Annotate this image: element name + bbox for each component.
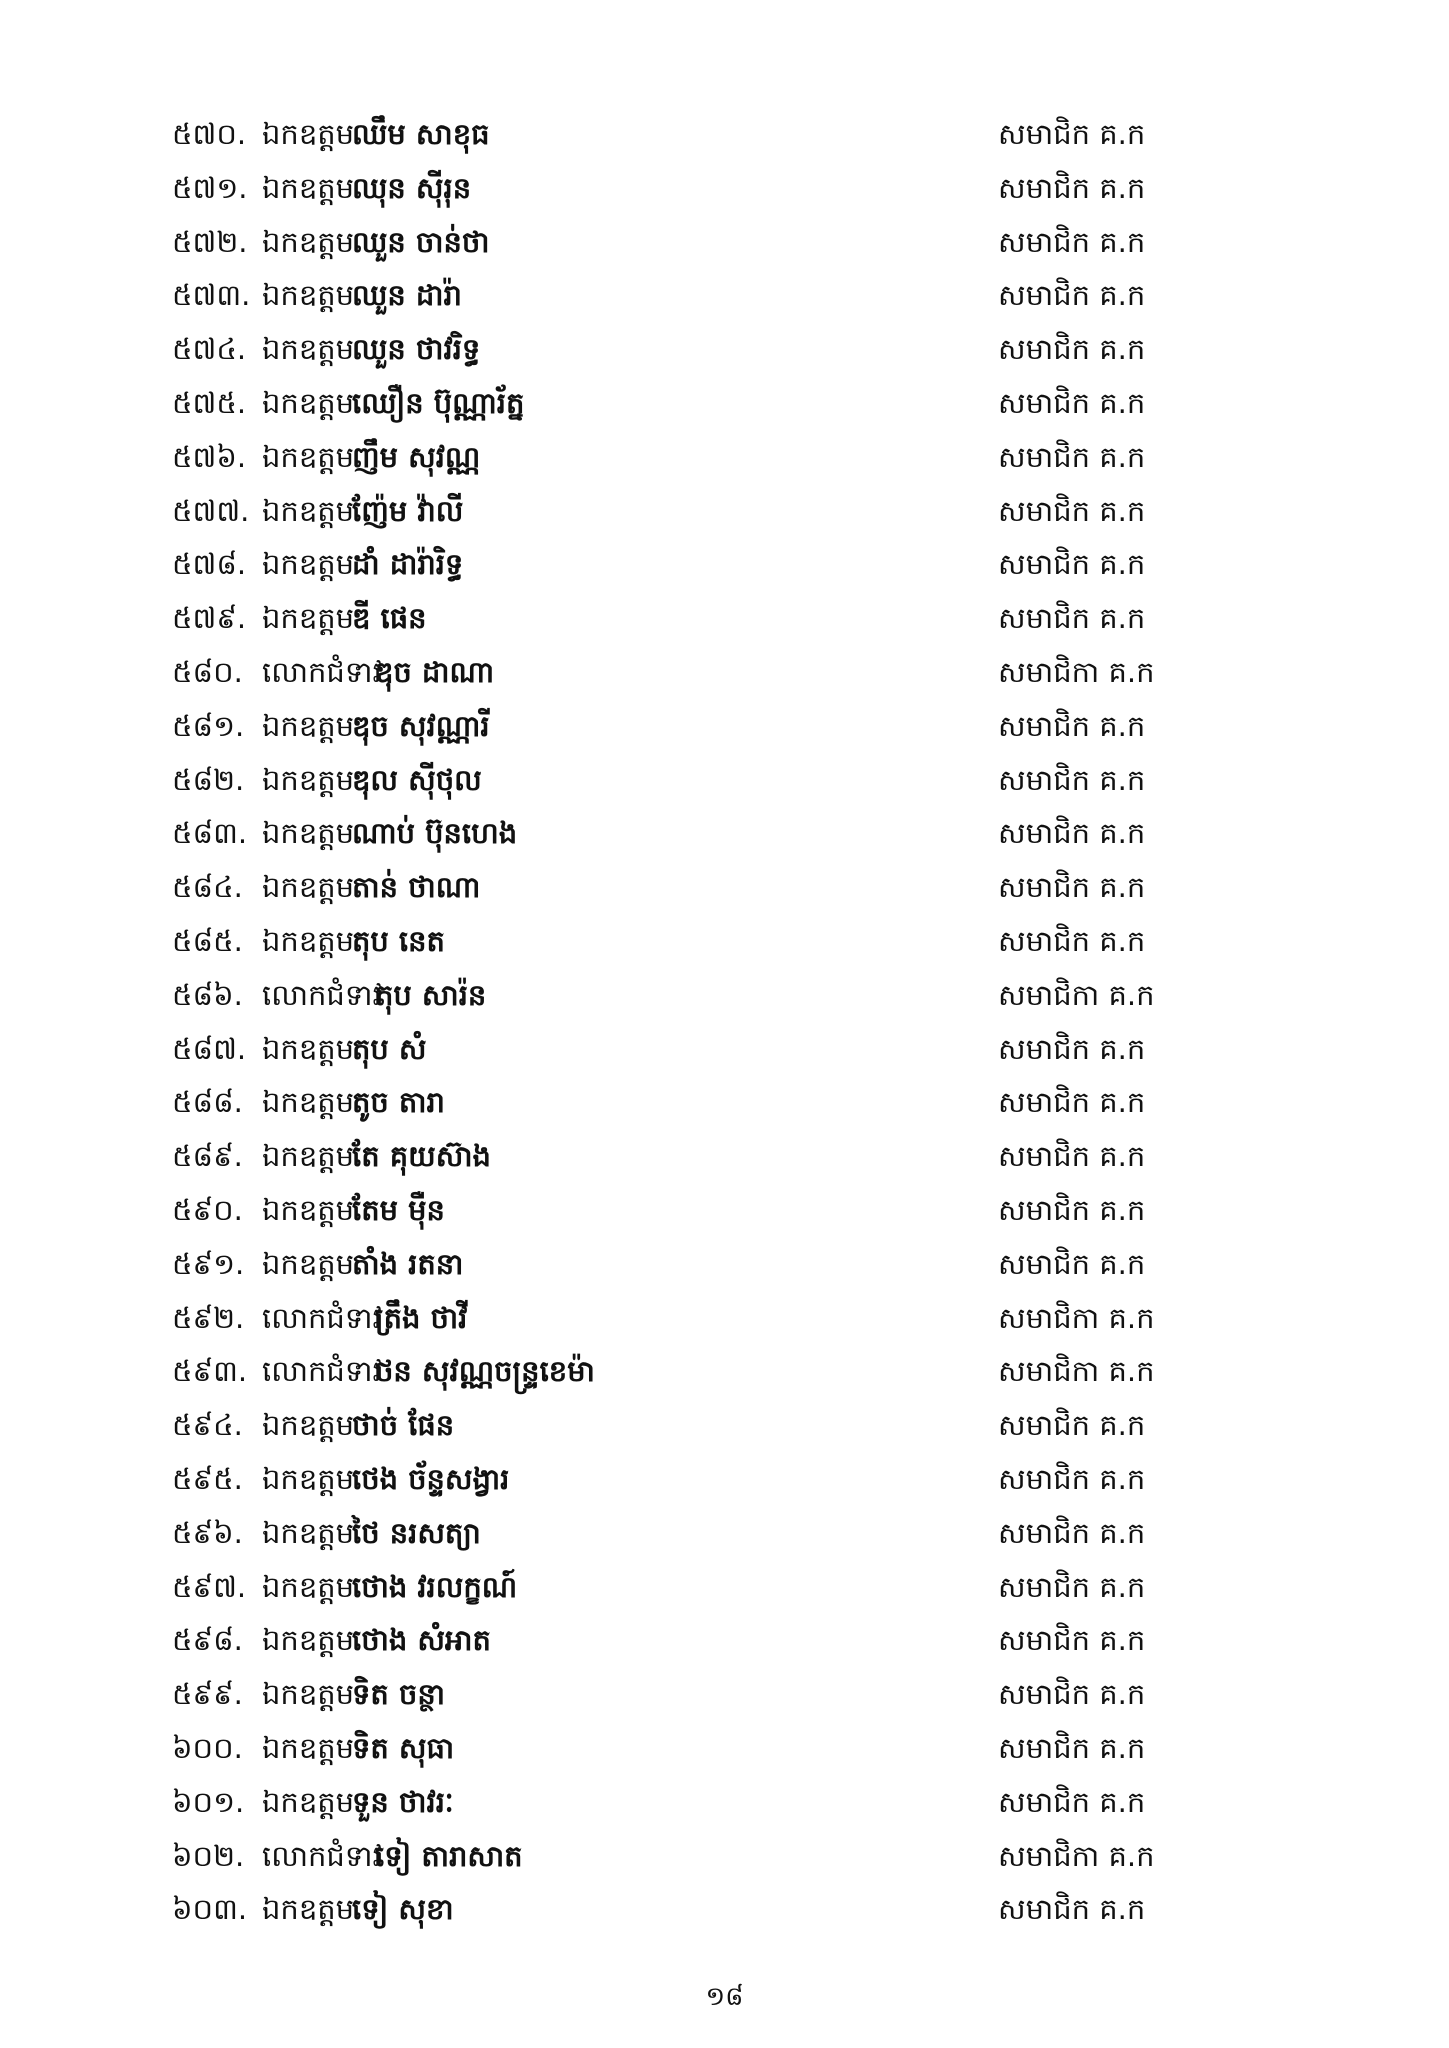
member-role: សមាជិក គ.ក — [998, 547, 1146, 582]
list-item — [0, 431, 1449, 485]
member-role: សមាជិក គ.ក — [998, 1461, 1146, 1496]
member-role: សមាជិក គ.ក — [998, 1677, 1146, 1712]
page-number: ១៨ — [705, 1982, 744, 2012]
honorific: ឯកឧត្តម — [262, 601, 355, 636]
list-item — [0, 162, 1449, 216]
honorific: ឯកឧត្តម — [262, 332, 355, 367]
list-item — [0, 592, 1449, 646]
member-name: តែម ម៉ឺន — [352, 1192, 445, 1227]
member-role: សមាជិក គ.ក — [998, 1784, 1146, 1819]
list-item — [0, 1883, 1449, 1937]
member-name: ត្រឹង ថាវី — [375, 1300, 468, 1335]
member-name: ថោង វរលក្ខណ៍ — [352, 1569, 518, 1604]
honorific: ឯកឧត្តម — [262, 1408, 355, 1443]
item-number: ៥៧៥. — [172, 385, 247, 420]
member-name: តុប នេត — [352, 923, 445, 958]
honorific: លោកជំទាវ — [262, 1838, 382, 1873]
member-role: សមាជិក គ.ក — [998, 1139, 1146, 1174]
list-item — [0, 1023, 1449, 1077]
member-role: សមាជិក គ.ក — [998, 1623, 1146, 1658]
item-number: ៥៨៧. — [172, 1031, 247, 1066]
honorific: ឯកឧត្តម — [262, 170, 355, 205]
item-number: ៥៧២. — [172, 224, 248, 259]
honorific: ឯកឧត្តម — [262, 1192, 355, 1227]
list-item — [0, 1614, 1449, 1668]
list-item — [0, 1776, 1449, 1830]
item-number: ៥៧៤. — [172, 332, 247, 367]
member-role: សមាជិក គ.ក — [998, 601, 1146, 636]
item-number: ៥៧៣. — [172, 278, 251, 313]
member-name: ទិត សុធា — [352, 1730, 455, 1765]
item-number: ៥៨០. — [172, 654, 243, 689]
member-role: សមាជិក គ.ក — [998, 224, 1146, 259]
item-number: ៥៧០. — [172, 117, 247, 151]
member-name: ទួន ថាវរៈ — [352, 1784, 454, 1819]
member-name: ទៀ សុខា — [352, 1892, 454, 1927]
list-item — [0, 1722, 1449, 1776]
member-name: ឈុន ស៊ីរុន — [352, 170, 472, 205]
list-item — [0, 915, 1449, 969]
member-role: សមាជិក គ.ក — [998, 1892, 1146, 1927]
list-item — [0, 108, 1449, 162]
honorific: ឯកឧត្តម — [262, 1892, 355, 1927]
member-name: ញឹម សុវណ្ណ — [352, 439, 481, 474]
honorific: ឯកឧត្តម — [262, 1461, 355, 1496]
member-name: ឈួន ថាវរិទ្ធ — [352, 332, 481, 367]
item-number: ៥៩២. — [172, 1300, 245, 1335]
member-role: សមាជិក គ.ក — [998, 762, 1146, 797]
member-role: សមាជិក គ.ក — [998, 385, 1146, 420]
member-role: សមាជិក គ.ក — [998, 117, 1146, 151]
item-number: ៥៨១. — [172, 708, 245, 743]
list-item — [0, 754, 1449, 808]
honorific: ឯកឧត្តម — [262, 1139, 355, 1174]
honorific: លោកជំទាវ — [262, 654, 382, 689]
item-number: ៥៨២. — [172, 762, 245, 797]
honorific: ឯកឧត្តម — [262, 708, 355, 743]
item-number: ៥៩៨. — [172, 1623, 243, 1658]
honorific: ឯកឧត្តម — [262, 1569, 355, 1604]
honorific: ឯកឧត្តម — [262, 1677, 355, 1712]
member-name: ឌុច ដាណា — [375, 654, 495, 689]
item-number: ៥៩៦. — [172, 1515, 243, 1550]
item-number: ៦០០. — [172, 1730, 243, 1765]
list-item — [0, 377, 1449, 431]
item-number: ៥៩០. — [172, 1192, 243, 1227]
list-item — [0, 1668, 1449, 1722]
member-role: សមាជិក គ.ក — [998, 1569, 1146, 1604]
honorific: ឯកឧត្តម — [262, 1623, 355, 1658]
item-number: ៥៨៥. — [172, 923, 243, 958]
item-number: ៥៧៩. — [172, 601, 247, 636]
member-name: ទិត ចន្ថា — [352, 1677, 445, 1712]
list-item — [0, 1130, 1449, 1184]
honorific: លោកជំទាវ — [262, 1300, 382, 1335]
member-role: សមាជិកា គ.ក — [998, 1838, 1155, 1873]
honorific: ឯកឧត្តម — [262, 547, 355, 582]
member-name: ទៀ តារាសាត — [375, 1838, 523, 1873]
member-role: សមាជិក គ.ក — [998, 493, 1146, 528]
member-name: ឌី ផេន — [352, 601, 427, 636]
member-role: សមាជិក គ.ក — [998, 1408, 1146, 1443]
member-role: សមាជិក គ.ក — [998, 708, 1146, 743]
member-role: សមាជិក គ.ក — [998, 439, 1146, 474]
honorific: ឯកឧត្តម — [262, 117, 355, 151]
item-number: ៥៨៩. — [172, 1139, 243, 1174]
honorific: ឯកឧត្តម — [262, 1031, 355, 1066]
list-item — [0, 1399, 1449, 1453]
list-item — [0, 1561, 1449, 1615]
member-name: តាន់ ថាណា — [352, 870, 481, 905]
honorific: ឯកឧត្តម — [262, 816, 355, 851]
item-number: ៥៧៧. — [172, 493, 250, 528]
item-number: ៦០៣. — [172, 1892, 248, 1927]
list-item — [0, 1507, 1449, 1561]
member-role: សមាជិក គ.ក — [998, 1730, 1146, 1765]
item-number: ៥៩៧. — [172, 1569, 247, 1604]
list-item — [0, 269, 1449, 323]
honorific: លោកជំទាវ — [262, 977, 382, 1012]
item-number: ៥៩៣. — [172, 1354, 248, 1389]
item-number: ៥៨៤. — [172, 870, 243, 905]
list-item — [0, 969, 1449, 1023]
honorific: ឯកឧត្តម — [262, 1730, 355, 1765]
member-name: ថៃ នរសត្យា — [352, 1515, 481, 1550]
member-name: ឈួន ដារ៉ា — [352, 278, 462, 313]
member-name: ឈួន ចាន់ថា — [352, 224, 490, 259]
member-name: ញ៉ែម វ៉ាលី — [352, 493, 464, 528]
member-name: តូច តារា — [352, 1085, 445, 1120]
member-role: សមាជិក គ.ក — [998, 816, 1146, 851]
member-role: សមាជិក គ.ក — [998, 170, 1146, 205]
item-number: ៦០២. — [172, 1838, 245, 1873]
member-role: សមាជិក គ.ក — [998, 332, 1146, 367]
item-number: ៥៧៦. — [172, 439, 247, 474]
list-item — [0, 646, 1449, 700]
list-item — [0, 1292, 1449, 1346]
list-item — [0, 1238, 1449, 1292]
member-role: សមាជិក គ.ក — [998, 278, 1146, 313]
member-name: ថន សុវណ្ណចន្ទ្រខេម៉ា — [375, 1354, 595, 1389]
list-item — [0, 1453, 1449, 1507]
list-item — [0, 861, 1449, 915]
list-item — [0, 323, 1449, 377]
honorific: ឯកឧត្តម — [262, 1784, 355, 1819]
member-name: ថាច់ ផែន — [352, 1408, 455, 1443]
honorific: ឯកឧត្តម — [262, 1246, 355, 1281]
honorific: ឯកឧត្តម — [262, 870, 355, 905]
list-item — [0, 807, 1449, 861]
honorific: ឯកឧត្តម — [262, 493, 355, 528]
member-role: សមាជិក គ.ក — [998, 1246, 1146, 1281]
item-number: ៥៧១. — [172, 170, 248, 205]
item-number: ៦០១. — [172, 1784, 245, 1819]
item-number: ៥៩៥. — [172, 1461, 243, 1496]
member-name: ថោង សំអាត — [352, 1623, 491, 1658]
honorific: ឯកឧត្តម — [262, 923, 355, 958]
item-number: ៥៨៦. — [172, 977, 243, 1012]
member-role: សមាជិកា គ.ក — [998, 654, 1155, 689]
list-item — [0, 700, 1449, 754]
member-role: សមាជិក គ.ក — [998, 1515, 1146, 1550]
honorific: ឯកឧត្តម — [262, 278, 355, 313]
honorific: ឯកឧត្តម — [262, 439, 355, 474]
item-number: ៥៩១. — [172, 1246, 245, 1281]
member-name: ថេង ច័ន្ទសង្វារ — [352, 1461, 510, 1496]
list-item — [0, 538, 1449, 592]
member-name: តុប សារ៉ន — [375, 977, 487, 1012]
item-number: ៥៩៤. — [172, 1408, 243, 1443]
member-name: ឌុច សុវណ្ណារី — [352, 708, 490, 743]
member-role: សមាជិក គ.ក — [998, 870, 1146, 905]
honorific: ឯកឧត្តម — [262, 762, 355, 797]
list-item — [0, 485, 1449, 539]
item-number: ៥៧៨. — [172, 547, 247, 582]
member-name: ឈឿន ប៊ុណ្ណារ័ត្ន — [352, 385, 525, 420]
member-role: សមាជិក គ.ក — [998, 1085, 1146, 1120]
member-name: ឌុល ស៊ីថុល — [352, 762, 482, 797]
honorific: ឯកឧត្តម — [262, 385, 355, 420]
list-item — [0, 216, 1449, 270]
honorific: ឯកឧត្តម — [262, 1515, 355, 1550]
member-role: សមាជិកា គ.ក — [998, 1354, 1155, 1389]
list-item — [0, 1184, 1449, 1238]
honorific: លោកជំទាវ — [262, 1354, 382, 1389]
honorific: ឯកឧត្តម — [262, 224, 355, 259]
member-role: សមាជិក គ.ក — [998, 923, 1146, 958]
list-item — [0, 1345, 1449, 1399]
member-role: សមាជិកា គ.ក — [998, 1300, 1155, 1335]
item-number: ៥៨៣. — [172, 816, 248, 851]
item-number: ៥៨៨. — [172, 1085, 243, 1120]
member-name: ដាំ ដារ៉ារិទ្ធ — [352, 547, 464, 582]
honorific: ឯកឧត្តម — [262, 1085, 355, 1120]
member-list — [0, 108, 1449, 1937]
item-number: ៥៩៩. — [172, 1677, 243, 1712]
member-name: ណាប់ ប៊ុនហេង — [352, 816, 518, 851]
member-role: សមាជិក គ.ក — [998, 1192, 1146, 1227]
list-item — [0, 1076, 1449, 1130]
list-item — [0, 1830, 1449, 1884]
member-name: តាំង រតនា — [352, 1246, 464, 1281]
member-name: តែ គុយស៊ាង — [352, 1139, 491, 1174]
member-role: សមាជិកា គ.ក — [998, 977, 1155, 1012]
member-name: ឈឹម សាខុធ — [352, 117, 490, 151]
member-role: សមាជិក គ.ក — [998, 1031, 1146, 1066]
member-name: តុប សំ — [352, 1031, 427, 1066]
